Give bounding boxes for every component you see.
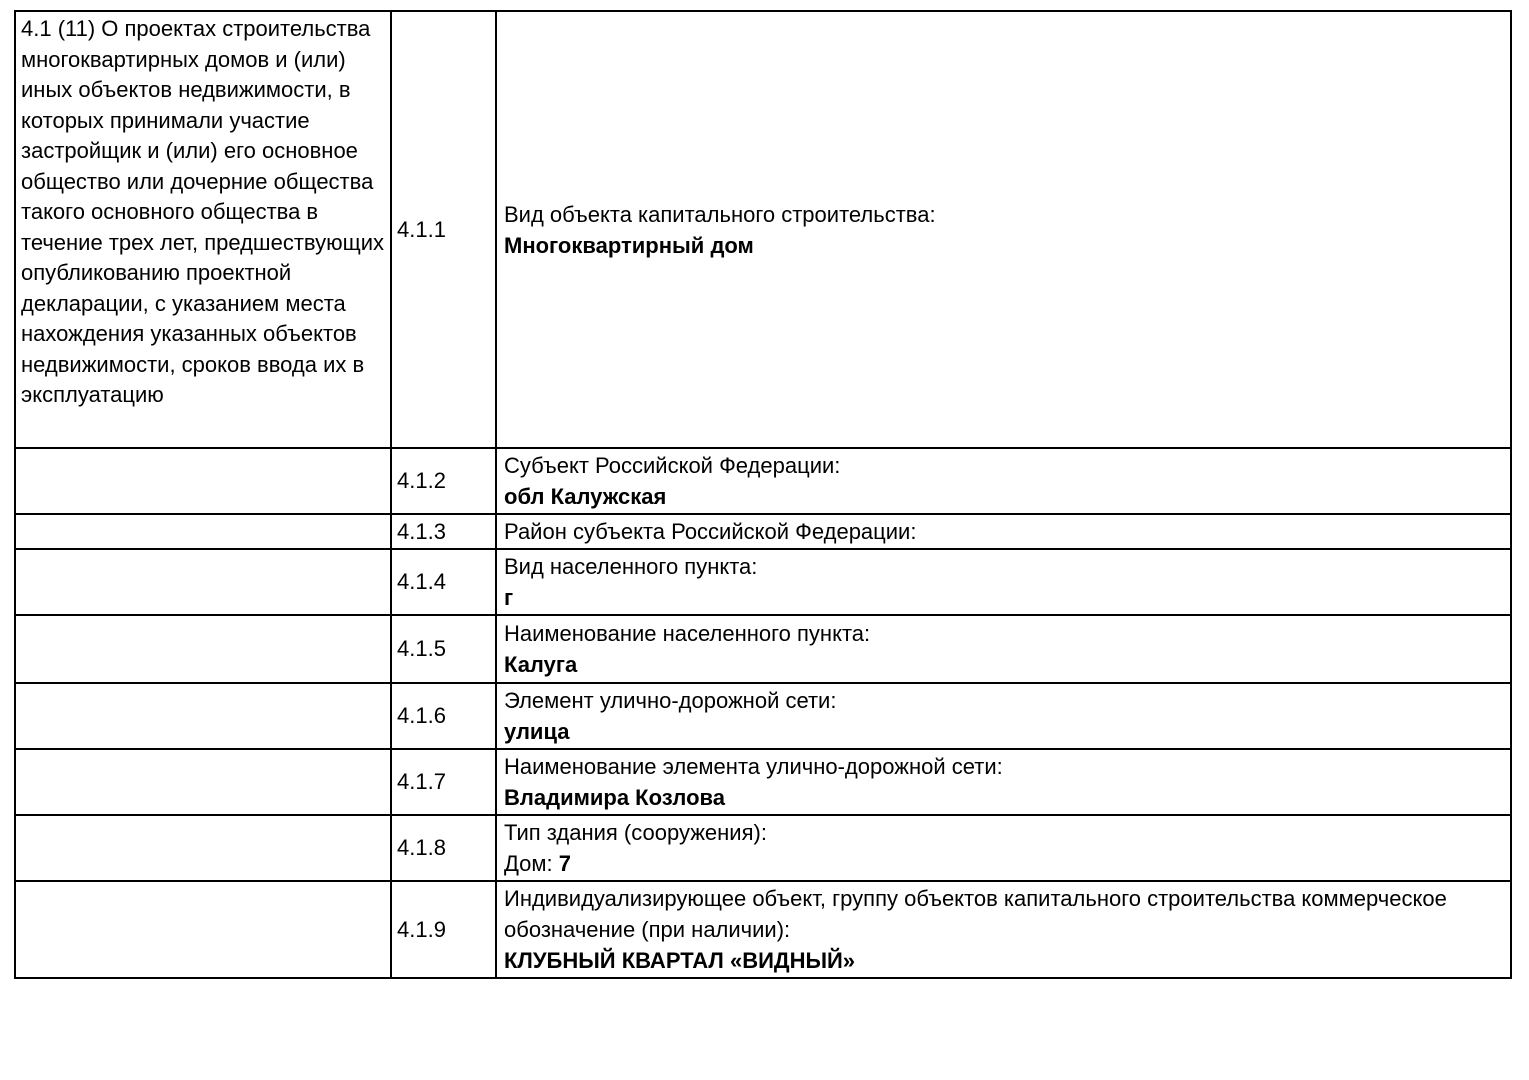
field-value: Дом: 7 (504, 851, 571, 876)
field-value: обл Калужская (504, 484, 667, 509)
table-row (15, 815, 1511, 881)
section-description-cell: 4.1 (11) О проектах строительства многоквартирных домов и (или) иных объектов недвижимости, в которых принимали участие застройщик и (или) его основное общество или дочерние общества такого основного общества в течение трех лет, предшествующих опубликованию проектной декларации, с указанием места нахождения указанных объектов недвижимости, сроков ввода их в эксплуатацию (15, 11, 391, 448)
field-label: Вид населенного пункта: (504, 554, 758, 579)
field-label: Наименование населенного пункта: (504, 621, 871, 646)
field-label: Элемент улично-дорожной сети: (504, 688, 837, 713)
row-content-cell (496, 881, 1511, 978)
empty-cell (15, 881, 391, 978)
empty-cell (15, 683, 391, 749)
field-label: Индивидуализирующее объект, группу объектов капитального строительства коммерческое обозначение (при наличии): (504, 886, 1447, 942)
field-label: Вид объекта капитального строительства: (504, 201, 936, 227)
row-number: 4.1.3 (391, 514, 496, 549)
project-declaration-table (14, 10, 1512, 979)
field-value: улица (504, 719, 570, 744)
row-number: 4.1.2 (391, 448, 496, 514)
table-row (15, 11, 1511, 448)
field-label: Тип здания (сооружения): (504, 820, 767, 845)
table-row (15, 683, 1511, 749)
empty-cell (15, 815, 391, 881)
row-content-cell (496, 549, 1511, 615)
row-content-cell (496, 11, 1511, 448)
table-row (15, 881, 1511, 978)
row-content-cell (496, 448, 1511, 514)
empty-cell (15, 749, 391, 815)
row-number: 4.1.1 (391, 11, 496, 448)
table-row (15, 615, 1511, 683)
empty-cell (15, 549, 391, 615)
row-number: 4.1.8 (391, 815, 496, 881)
row-content-cell (496, 514, 1511, 549)
row-content-cell (496, 749, 1511, 815)
row-number: 4.1.5 (391, 615, 496, 683)
field-value: Многоквартирный дом (504, 232, 754, 258)
field-value: Владимира Козлова (504, 785, 725, 810)
field-value: КЛУБНЫЙ КВАРТАЛ «ВИДНЫЙ» (504, 948, 856, 973)
row-number: 4.1.7 (391, 749, 496, 815)
field-label: Наименование элемента улично-дорожной сети: (504, 754, 1003, 779)
table-row (15, 448, 1511, 514)
empty-cell (15, 615, 391, 683)
field-value: г (504, 585, 514, 610)
row-number: 4.1.4 (391, 549, 496, 615)
table-row (15, 514, 1511, 549)
row-content-cell (496, 683, 1511, 749)
row-content-cell (496, 815, 1511, 881)
field-value: Калуга (504, 652, 578, 677)
empty-cell (15, 448, 391, 514)
empty-cell (15, 514, 391, 549)
field-label: Район субъекта Российской Федерации: (504, 519, 917, 544)
row-number: 4.1.6 (391, 683, 496, 749)
field-label: Субъект Российской Федерации: (504, 453, 841, 478)
table-row (15, 749, 1511, 815)
table-row (15, 549, 1511, 615)
row-number: 4.1.9 (391, 881, 496, 978)
row-content-cell (496, 615, 1511, 683)
